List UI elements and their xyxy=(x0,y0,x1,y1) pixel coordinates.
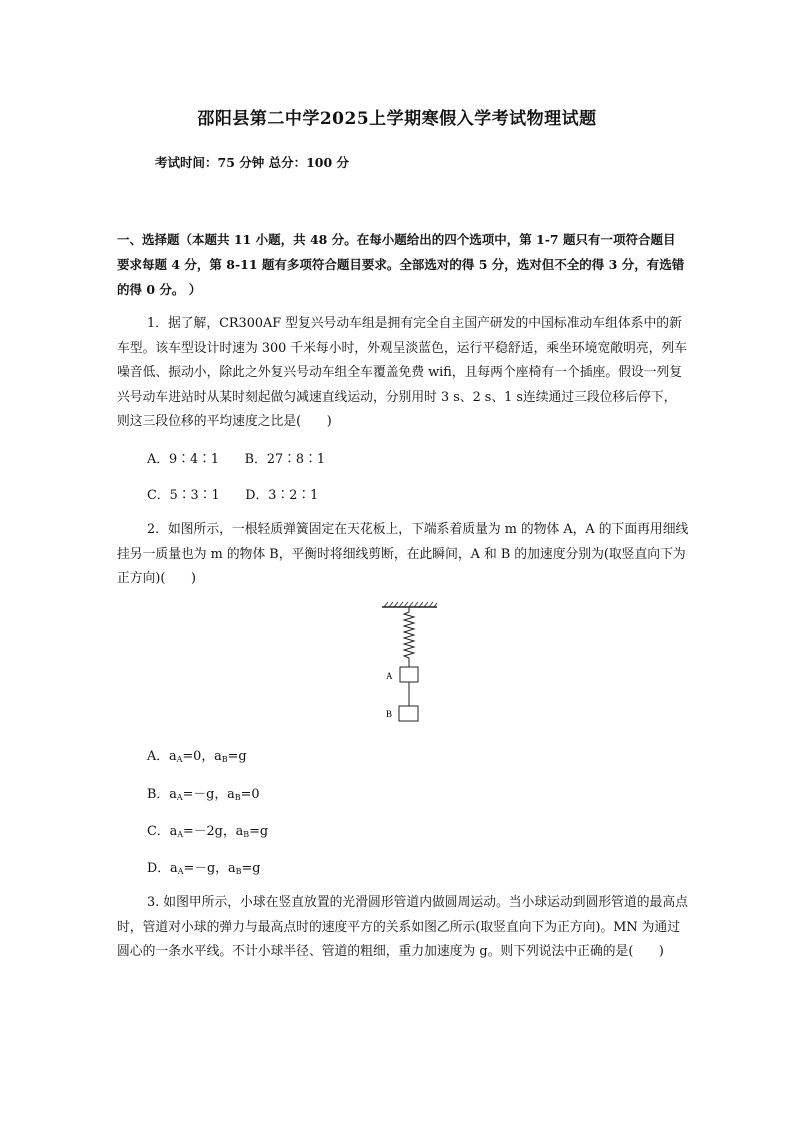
label-a: A xyxy=(386,671,393,681)
label-b: B xyxy=(386,709,393,719)
spring xyxy=(404,607,414,667)
spring-blocks-figure xyxy=(380,601,440,723)
ceiling xyxy=(382,602,437,607)
question-1-options-row-2: C．5∶3∶1 D．3∶2∶1 xyxy=(147,488,319,503)
exam-meta: 考试时间：75 分钟 总分：100 分 xyxy=(155,155,350,170)
exam-title: 邵阳县第二中学2025上学期寒假入学考试物理试题 xyxy=(197,109,597,129)
question-2 xyxy=(117,518,689,592)
question-1-options-row-1: A．9∶4∶1 B．27∶8∶1 xyxy=(147,452,326,467)
question-1-text: 1．据了解，CR300AF 型复兴号动车组是拥有完全自主国产研发的中国标准动车组体系中的新车型。该车型设计时速为 300 千米每小时，外观呈淡蓝色，运行平稳舒适，乘坐环境宽敞明亮，列车噪音低、振动小，除此之外复兴号动车组全车覆盖免费 wifi，且每两个座椅有一个插座。假设一列复兴号动车进站时从某时刻起做匀减速直线运动，分别用时 3 s、2 s、1 s连续通过三段位移后停下，则这三段位移的平均速度之比是( ) xyxy=(117,316,688,429)
section-heading: 一、选择题（本题共 11 小题，共 48 分。在每小题给出的四个选项中，第 1-7 题只有一项符合题目要求每题 4 分，第 8-11 题有多项符合题目要求。全部选对的得 5 分，选对但不全的得 3 分，有选错的得 0 分。 ） xyxy=(117,232,685,297)
question-2-option-b: B．$a_A=-g$，$a_B=0$ xyxy=(147,787,260,802)
question-3 xyxy=(117,891,689,965)
question-3-text: 3. 如图甲所示，小球在竖直放置的光滑圆形管道内做圆周运动。当小球运动到圆形管道的最高点时，管道对小球的弹力与最高点时的速度平方的关系如图乙所示(取竖直向下为正方向)。MN 为通过圆心的一条水平线。不计小球半径、管道的粗细，重力加速度为 g。则下列说法中正确的是( ) xyxy=(117,895,688,959)
block-b xyxy=(399,706,418,721)
block-a xyxy=(400,667,418,682)
question-1 xyxy=(117,312,689,435)
question-2-option-c: C．$a_A=-2g$，$a_B=g$ xyxy=(147,824,269,839)
question-2-option-d: D．$a_A=-g$，$a_B=g$ xyxy=(147,861,261,876)
question-2-text: 2．如图所示，一根轻质弹簧固定在天花板上，下端系着质量为 m 的物体 A，A 的下面再用细线挂另一质量也为 m 的物体 B，平衡时将细线剪断，在此瞬间，A 和 B 的加速度分别为(取竖直向下为正方向)( ) xyxy=(117,522,689,586)
question-2-option-a: A．$a_A=0$，$a_B=g$ xyxy=(147,749,247,764)
